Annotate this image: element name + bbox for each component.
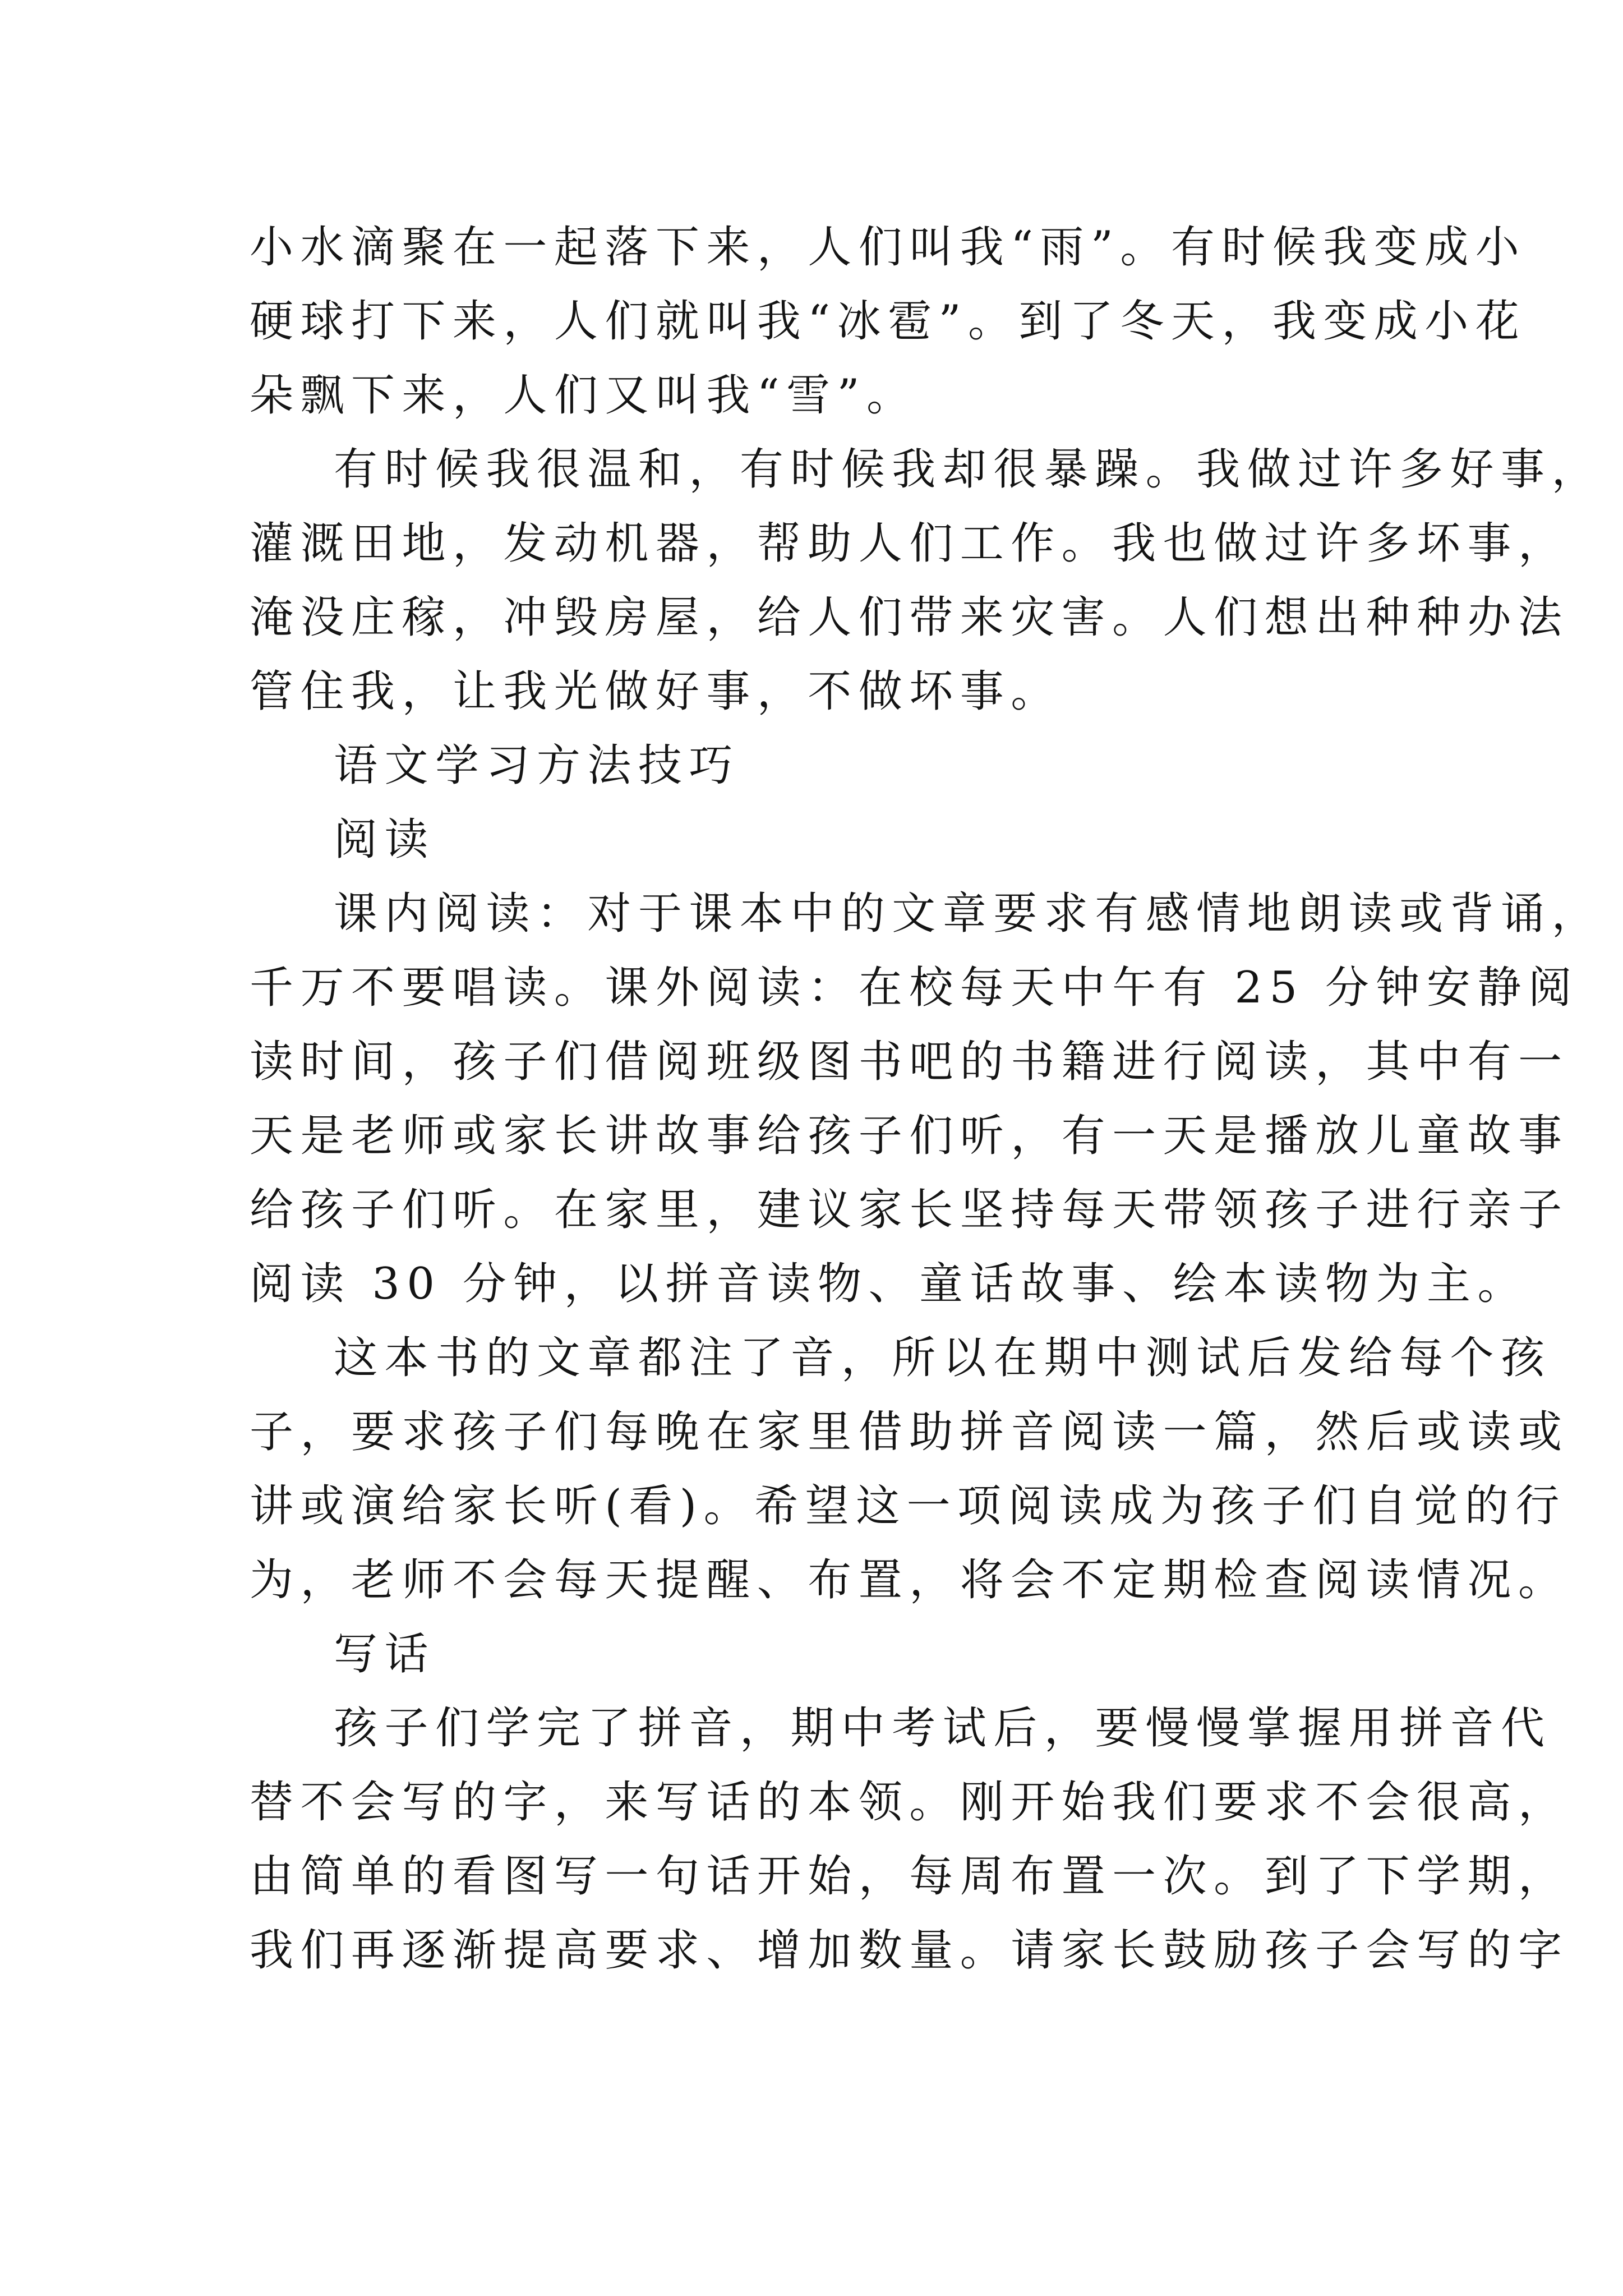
text-line: 这本书的文章都注了音，所以在期中测试后发给每个孩 xyxy=(334,1333,1552,1383)
text-line: 由简单的看图写一句话开始，每周布置一次。到了下学期， xyxy=(250,1851,1569,1902)
text-line: 子，要求孩子们每晚在家里借助拼音阅读一篇，然后或读或 xyxy=(250,1407,1569,1457)
text-line: 千万不要唱读。课外阅读：在校每天中午有 25 分钟安静阅 xyxy=(250,963,1579,1013)
text-line: 小水滴聚在一起落下来，人们叫我“雨”。有时候我变成小 xyxy=(250,222,1527,273)
subsection-heading: 阅读 xyxy=(334,815,435,865)
text-line: 课内阅读：对于课本中的文章要求有感情地朗读或背诵， xyxy=(334,889,1603,939)
text-line: 淹没庄稼，冲毁房屋，给人们带来灾害。人们想出种种办法 xyxy=(250,592,1569,643)
text-line: 替不会写的字，来写话的本领。刚开始我们要求不会很高， xyxy=(250,1777,1569,1828)
text-line: 阅读 30 分钟，以拼音读物、童话故事、绘本读物为主。 xyxy=(250,1259,1528,1309)
text-line: 朵飘下来，人们又叫我“雪”。 xyxy=(250,370,917,421)
text-line: 孩子们学完了拼音，期中考试后，要慢慢掌握用拼音代 xyxy=(334,1703,1552,1754)
text-line: 硬球打下来，人们就叫我“冰雹”。到了冬天，我变成小花 xyxy=(250,296,1527,347)
section-heading: 语文学习方法技巧 xyxy=(334,740,740,791)
text-line: 管住我，让我光做好事，不做坏事。 xyxy=(250,666,1062,717)
text-line: 讲或演给家长听(看)。希望这一项阅读成为孩子们自觉的行 xyxy=(250,1481,1566,1531)
text-line: 为，老师不会每天提醒、布置，将会不定期检查阅读情况。 xyxy=(250,1555,1569,1605)
text-line: 灌溉田地，发动机器，帮助人们工作。我也做过许多坏事， xyxy=(250,518,1569,569)
text-line: 天是老师或家长讲故事给孩子们听，有一天是播放儿童故事 xyxy=(250,1111,1569,1161)
document-body xyxy=(250,210,1603,1987)
text-line: 我们再逐渐提高要求、增加数量。请家长鼓励孩子会写的字 xyxy=(250,1925,1569,1976)
subsection-heading: 写话 xyxy=(334,1629,435,1680)
text-line: 读时间，孩子们借阅班级图书吧的书籍进行阅读，其中有一 xyxy=(250,1037,1569,1087)
text-line: 有时候我很温和，有时候我却很暴躁。我做过许多好事， xyxy=(334,444,1603,495)
text-line: 给孩子们听。在家里，建议家长坚持每天带领孩子进行亲子 xyxy=(250,1185,1569,1235)
